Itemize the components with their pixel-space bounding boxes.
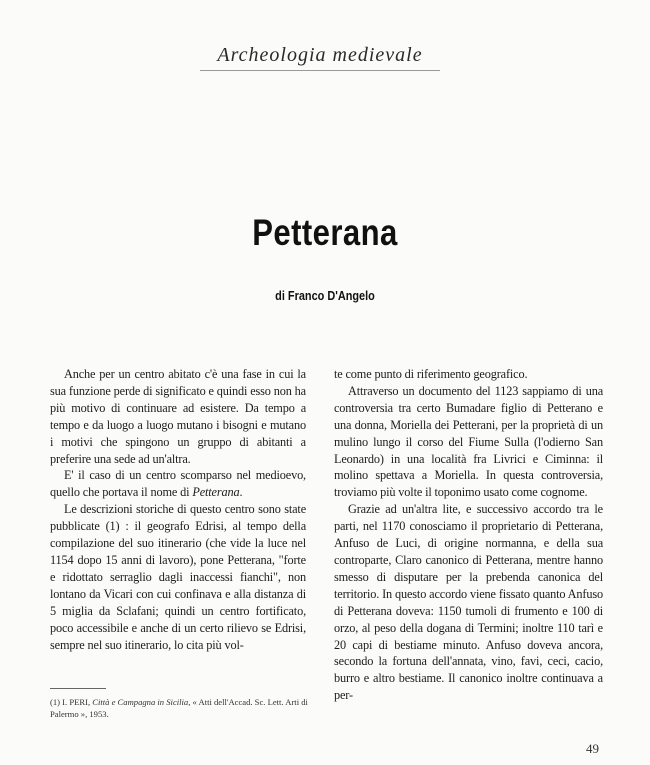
left-paragraph-3: Le descrizioni storiche di questo centro sono state pubblicate (1) : il geografo Edrisi, al tempo della compilazione del suo itinerario (che vide la luce nel 1154 dopo 15 anni di lavoro), pone Petterana, "forte e ridottato serraglio dagli inaccessi fianchi", non lontano da Vicari con cui confinava e alla distanza di 5 miglia da Sclafani; quindi un centro fortificato, poco accessibile e anche di un certo rilievo se Edrisi, sempre nel suo itinerario, lo cita più vol- [50, 502, 306, 652]
section-heading-rule [200, 70, 440, 71]
left-paragraph-2-text: E' il caso di un centro scomparso nel medioevo, quello che portava il nome di [50, 468, 306, 500]
footnote-rule [50, 688, 106, 689]
footnote [50, 697, 308, 720]
footnote-work-title: Città e Campagna in Sicilia [92, 697, 189, 707]
footnote-prefix: (1) I. PERI, [50, 697, 93, 707]
left-column [50, 366, 306, 653]
left-paragraph-2-end: . [239, 485, 243, 500]
left-paragraph-2 [50, 467, 306, 501]
right-paragraph-1: Attraverso un documento del 1123 sappiamo di una controversia tra certo Bumadare figlio di Petterano e una donna, Moriella dei Petterani, per la proprietà di un mulino lungo il corso del Fiume Sulla (l'odierno San Leonardo) in una località fra Livrici e Ciminna: il molino spettava a Moriella. In questa controversia, troviamo più volte il toponimo usato come cognome. [334, 383, 603, 500]
section-heading: Archeologia medievale [217, 44, 423, 66]
footnote-suffix: , « Atti dell'Accad. Sc. Lett. Arti di Palermo », 1953. [50, 697, 308, 719]
right-column [334, 366, 603, 704]
place-name-italic: Petterana [192, 485, 240, 500]
author-byline: di Franco D'Angelo [275, 288, 375, 303]
left-paragraph-1: Anche per un centro abitato c'è una fase in cui la sua funzione perde di significato e quindi esso non ha più motivo di continuare ad esistere. Da tempo a tempo e da luogo a luogo mutano i bisogni e mutano i motivi che spingono un gruppo di abitanti a preferire una sede ad un'altra. [50, 367, 306, 466]
right-paragraph-2: Grazie ad un'altra lite, e successivo accordo tra le parti, nel 1170 conosciamo il proprietario di Petterana, Anfuso de Luci, di origine normanna, e della sua controparte, Claro canonico di Petterana, mentre hanno smesso di disputare per la prebenda canonica del territorio. In questo accordo viene fissato quanto Anfuso di Petterana doveva: 1150 tumoli di frumento e 100 di orzo, al peso della dogana di Termini; inoltre 110 tarì e 20 capi di bestiame minuto. Anfuso doveva ancora, secondo la fortuna dell'annata, vino, favi, ceci, cacio, burro e altro bestiame. Il canonico inoltre continuava a per- [334, 502, 603, 703]
right-paragraph-continuation: te come punto di riferimento geografico. [334, 367, 528, 381]
article-title: Petterana [252, 212, 398, 253]
page-number: 49 [586, 741, 599, 756]
